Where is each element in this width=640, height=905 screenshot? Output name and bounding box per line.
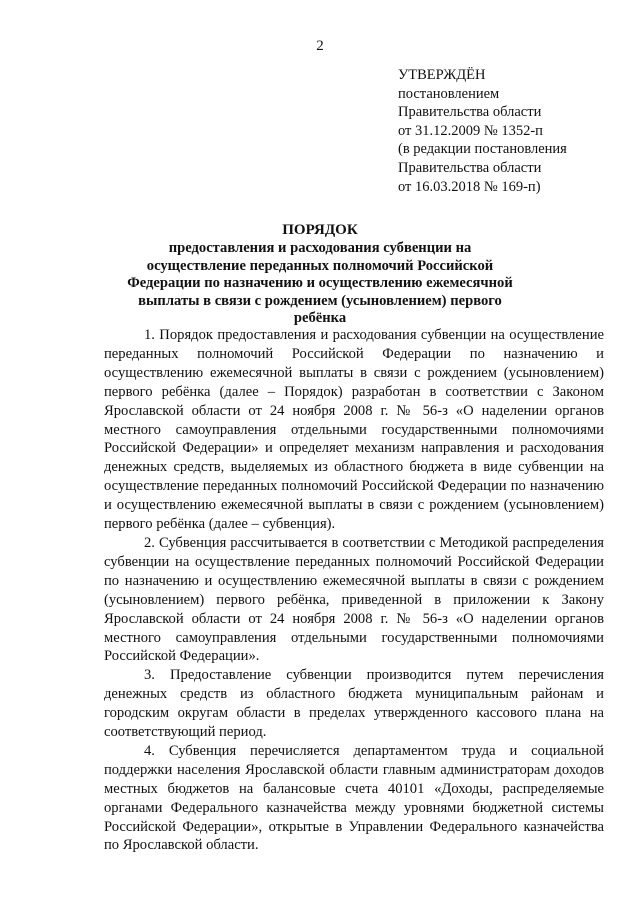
approval-line: Правительства области: [398, 104, 542, 121]
page-number: 2: [316, 38, 324, 54]
approval-line: от 16.03.2018 № 169-п): [398, 178, 541, 195]
document-title: ПОРЯДОК: [282, 222, 358, 238]
document-body: [104, 326, 604, 855]
approval-line: (в редакции постановления: [398, 141, 567, 158]
approval-line: от 31.12.2009 № 1352-п: [398, 122, 543, 139]
document-subtitle: предоставления и расходования субвенции на осуществление переданных полномочий Российской Федерации по назначению и осуществлению ежемесячной выплаты в связи с рождением (усыновлением) первого ребёнка: [127, 240, 513, 326]
paragraph: 1. Порядок предоставления и расходования субвенции на осуществление переданных полномочий Российской Федерации по назначению и осуществлению ежемесячной выплаты в связи с рождением (усыновлением) первого ребёнка (далее – Порядок) разработан в соответствии с Законом Ярославской области от 24 ноября 2008 г. № 56-з «О наделении органов местного самоуправления отдельными государственными полномочиями Российской Федерации» и определяет механизм направления и расходования денежных средств, выделяемых из областного бюджета в виде субвенции на осуществление переданных полномочий Российской Федерации по назначению и осуществлению ежемесячной выплаты в связи с рождением (усыновлением) первого ребёнка (далее – субвенция).: [104, 327, 604, 533]
paragraph: 3. Предоставление субвенции производится путем перечисления денежных средств из областного бюджета муниципальным районам и городским округам области в пределах утвержденного кассового плана на соответствующий период.: [104, 667, 604, 741]
approval-stamp: [398, 66, 567, 196]
approval-line: постановлением: [398, 85, 500, 102]
approval-line: УТВЕРЖДЁН: [398, 67, 486, 83]
approval-line: Правительства области: [398, 159, 542, 176]
paragraph: 2. Субвенция рассчитывается в соответствии с Методикой распределения субвенции на осуществление переданных полномочий Российской Федерации по назначению и осуществлению ежемесячной выплаты в связи с рождением (усыновлением) первого ребёнка, приведенной в приложении к Закону Ярославской области от 24 ноября 2008 г. № 56-з «О наделении органов местного самоуправления отдельными государственными полномочиями Российской Федерации».: [104, 534, 604, 665]
paragraph: 4. Субвенция перечисляется департаментом труда и социальной поддержки населения Ярославской области главным администраторам доходов местных бюджетов на балансовые счета 40101 «Доходы, распределяемые органами Федерального казначейства между уровнями бюджетной системы Российской Федерации», открытые в Управлении Федерального казначейства по Ярославской области.: [104, 742, 604, 854]
